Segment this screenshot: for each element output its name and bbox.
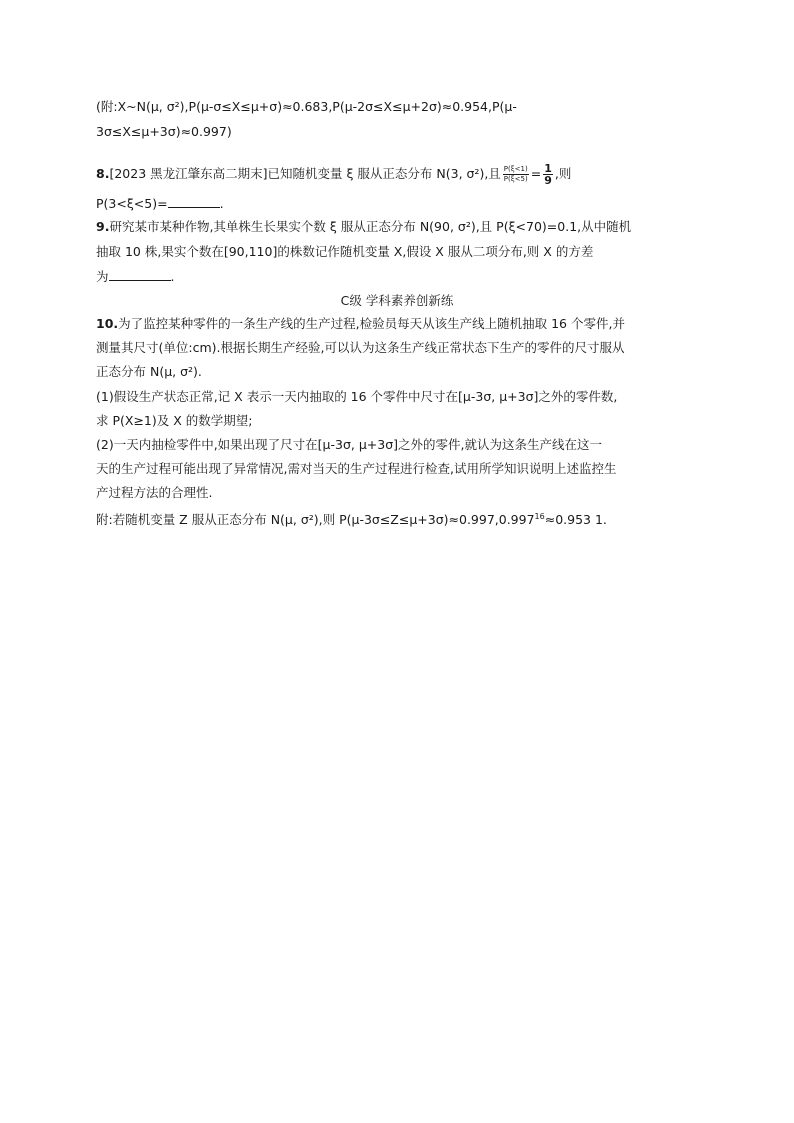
note-line-2: 3σ≤X≤μ+3σ)≈0.997) — [96, 124, 232, 139]
part-2-line-2: 天的生产过程可能出现了异常情况,需对当天的生产过程进行检查,试用所学知识说明上述监控生 — [96, 461, 617, 476]
question-9-end: . — [170, 269, 175, 284]
answer-blank-8[interactable] — [168, 195, 220, 208]
question-10-text-1: 为了监控某种零件的一条生产线的生产过程,检验员每天从该生产线上随机抽取 16 个零件,并 — [118, 316, 625, 331]
question-8-text: [2023 黑龙江肇东高二期末]已知随机变量 ξ 服从正态分布 N(3, σ²),且 — [109, 166, 501, 181]
question-8-number: 8. — [96, 166, 110, 181]
ratio-fraction — [543, 163, 553, 186]
ratio-denominator: 9 — [544, 174, 552, 187]
question-9-line-3 — [96, 268, 175, 285]
part-2-line-1: (2)一天内抽检零件中,如果出现了尺寸在[μ-3σ, μ+3σ]之外的零件,就认为这条生产线在这一 — [96, 437, 602, 452]
question-8-tail: ,则 — [554, 166, 572, 181]
question-8-end: . — [219, 196, 224, 211]
question-10-number: 10. — [96, 316, 119, 331]
part-2-line-3: 产过程方法的合理性. — [96, 485, 213, 500]
question-9-text-1: 研究某市某种作物,其单株生长果实个数 ξ 服从正态分布 N(90, σ²),且 P(ξ<70)=0.1,从中随机 — [109, 219, 632, 234]
fraction-denominator: P(ξ<5) — [503, 175, 528, 183]
question-8-expression: P(3<ξ<5)= — [96, 196, 168, 211]
question-10-line-3: 正态分布 N(μ, σ²). — [96, 364, 202, 379]
part-1-line-1: (1)假设生产状态正常,记 X 表示一天内抽取的 16 个零件中尺寸在[μ-3σ, μ+3σ]之外的零件数, — [96, 389, 618, 404]
probability-fraction — [503, 165, 529, 184]
question-8-line-2 — [96, 195, 224, 212]
appendix-text: 附:若随机变量 Z 服从正态分布 N(μ, σ²),则 P(μ-3σ≤Z≤μ+3σ)≈0.997,0.997 — [96, 512, 535, 528]
fraction-numerator: P(ξ<1) — [503, 165, 528, 173]
appendix-exponent: 16 — [534, 512, 545, 521]
part-1-line-2: 求 P(X≥1)及 X 的数学期望; — [96, 413, 253, 428]
equals-sign: = — [530, 166, 542, 181]
section-title: C级 学科素养创新练 — [340, 293, 454, 308]
ratio-numerator: 1 — [544, 162, 552, 175]
appendix-result: ≈0.953 1. — [544, 512, 607, 528]
question-8-line-1 — [96, 163, 571, 186]
question-10-line-1 — [96, 316, 625, 332]
question-9-line-1 — [96, 219, 631, 235]
question-9-line-2: 抽取 10 株,果实个数在[90,110]的株数记作随机变量 X,假设 X 服从二项分布,则 X 的方差 — [96, 244, 594, 259]
appendix-line — [96, 509, 607, 528]
question-10-line-2: 测量其尺寸(单位:cm).根据长期生产经验,可以认为这条生产线正常状态下生产的零件的尺寸服从 — [96, 340, 625, 355]
question-9-text-3: 为 — [96, 269, 109, 284]
note-line-1: (附:X~N(μ, σ²),P(μ-σ≤X≤μ+σ)≈0.683,P(μ-2σ≤X≤μ+2σ)≈0.954,P(μ- — [96, 99, 517, 114]
answer-blank-9[interactable] — [109, 268, 171, 281]
question-9-number: 9. — [96, 219, 110, 234]
